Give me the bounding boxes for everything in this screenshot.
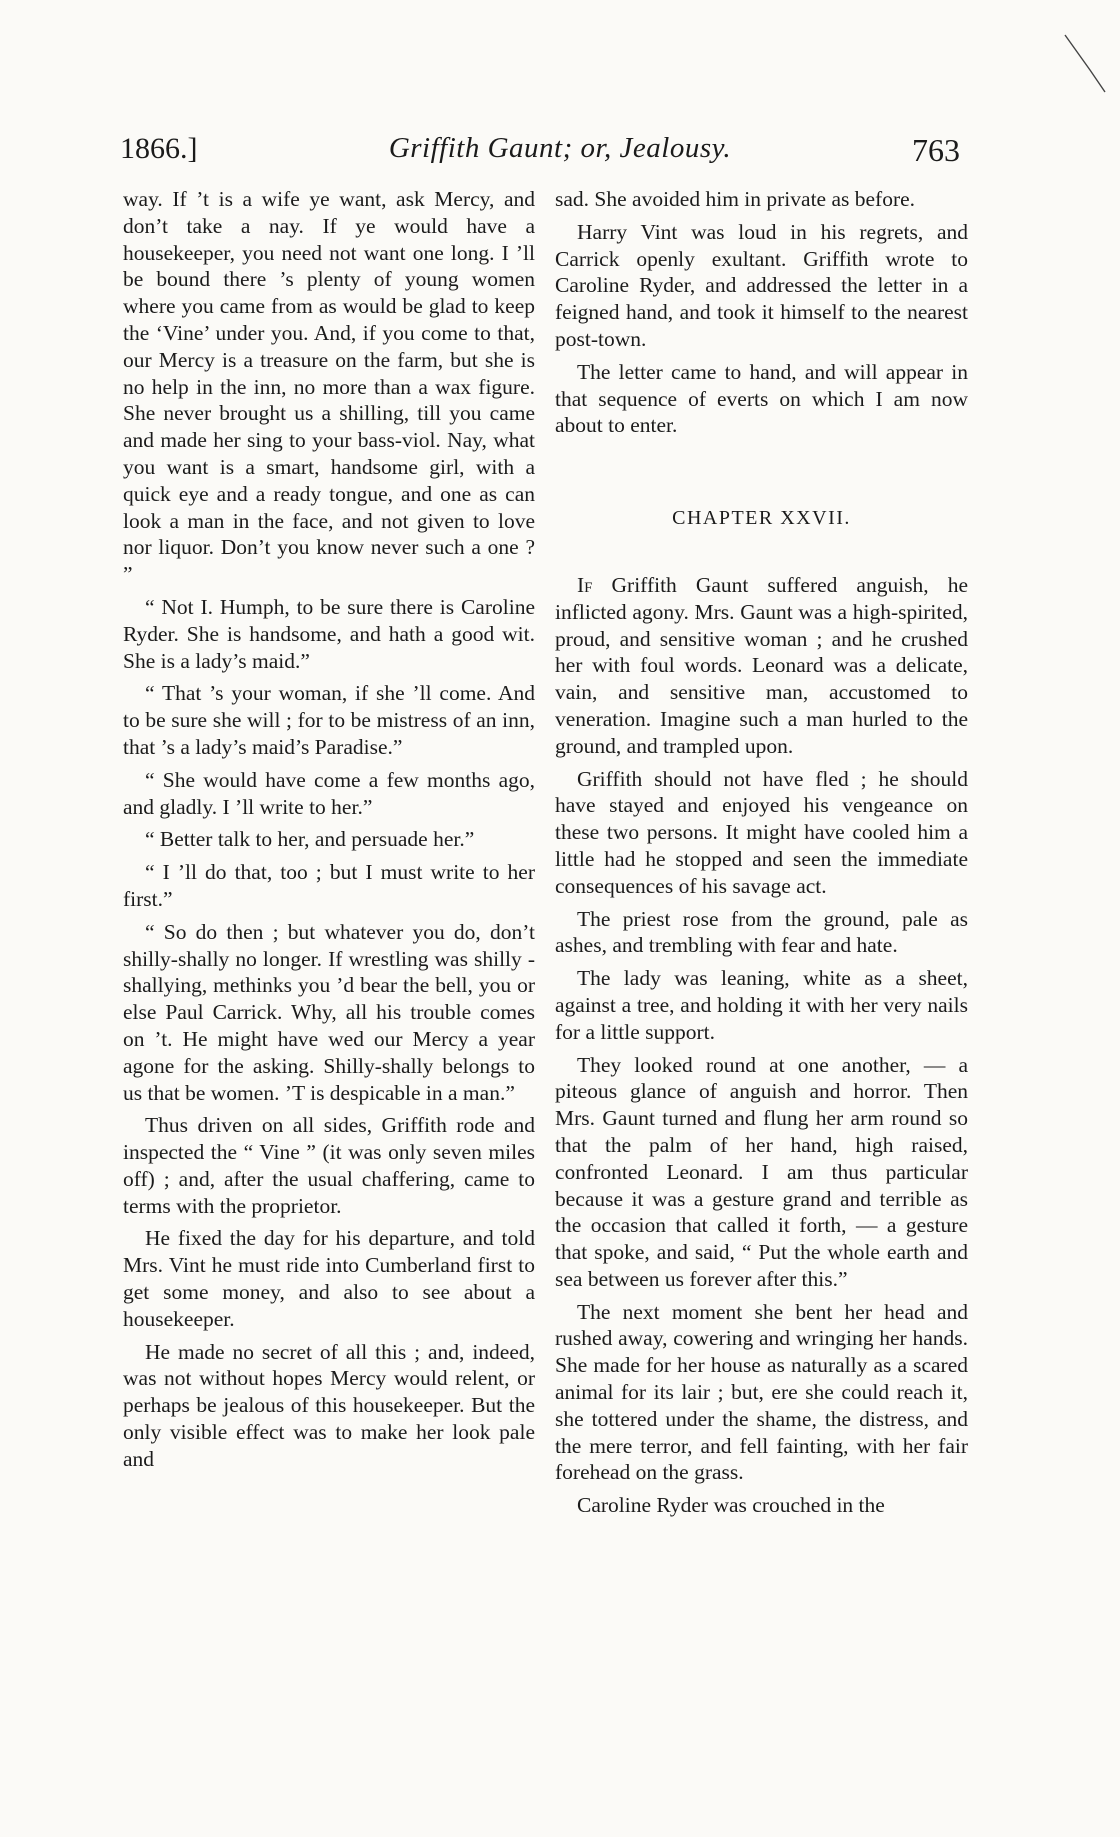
paragraph: Harry Vint was loud in his regrets, and Carrick openly exultant. Griffith wrote to Caroline Ryder, and addressed the letter in a feigned hand, and took it himself to the nearest post-town. bbox=[555, 219, 968, 351]
header-year: 1866.] bbox=[120, 132, 198, 165]
paragraph: The letter came to hand, and will appear in that sequence of everts on which I am now about to enter. bbox=[555, 359, 968, 438]
paragraph: “ Better talk to her, and persuade her.” bbox=[145, 827, 475, 852]
paragraph-text: Griffith Gaunt suffered anguish, he inflicted agony. Mrs. Gaunt was a high-spirited, proud, and sensitive woman ; and he crushed her with foul words. Leonard was a delicate, vain, and sensitive man, accustomed to veneration. Imagine such a man hurled to the ground, and trampled upon. bbox=[555, 572, 968, 758]
paragraph: He made no secret of all this ; and, indeed, was not without hopes Mercy would relent, or perhaps be jealous of this housekeeper. But the only visible effect was to make her look pale and bbox=[123, 1339, 535, 1471]
paragraph: Thus driven on all sides, Griffith rode and inspected the “ Vine ” (it was only seven miles off) ; and, after the usual chaffering, came to terms with the proprietor. bbox=[123, 1113, 535, 1218]
paragraph: “ That ’s your woman, if she ’ll come. And to be sure she will ; for to be mistress of an inn, that ’s a lady’s maid’s Paradise.” bbox=[123, 681, 535, 759]
paragraph: “ She would have come a few months ago, and gladly. I ’ll write to her.” bbox=[123, 767, 535, 819]
chapter-lead-word: If bbox=[577, 572, 593, 597]
header-title: Griffith Gaunt; or, Jealousy. bbox=[388, 132, 732, 164]
paragraph: Griffith should not have fled ; he should have stayed and enjoyed his vengeance on these two persons. It might have cooled him a little had he stopped and seen the immediate consequences of his savage act. bbox=[555, 766, 968, 898]
paragraph: He fixed the day for his departure, and told Mrs. Vint he must ride into Cumberland first to get some money, and also to see about a housekeeper. bbox=[123, 1226, 535, 1331]
paragraph: The priest rose from the ground, pale as ashes, and trembling with fear and hate. bbox=[555, 906, 968, 958]
margin-stroke-mark bbox=[1060, 30, 1110, 100]
page-number: 763 bbox=[912, 132, 960, 168]
right-column bbox=[555, 186, 968, 1525]
left-column bbox=[123, 186, 535, 1479]
paragraph: The next moment she bent her head and rushed away, cowering and wringing her hands. She made for her house as naturally as a scared animal for its lair ; but, ere she could reach it, she tottered under the shame, the distress, and the mere terror, and fell fainting, with her fair forehead on the grass. bbox=[555, 1299, 968, 1485]
paragraph: way. If ’t is a wife ye want, ask Mercy, and don’t take a nay. If ye would have a housekeeper, you need not want one long. I ’ll be bound there ’s plenty of young women where you came from as would be glad to keep the ‘Vine’ under you. And, if you come to that, our Mercy is a treasure on the farm, but she is no help in the inn, no more than a wax figure. She never brought us a shilling, till you came and made her sing to your bass-viol. Nay, what you want is a smart, handsome girl, with a quick eye and a ready tongue, and one as can look a man in the face, and not given to love nor liquor. Don’t you know never such a one ? ” bbox=[123, 187, 535, 587]
paragraph: “ Not I. Humph, to be sure there is Caroline Ryder. She is handsome, and hath a good wit. She is a lady’s maid.” bbox=[123, 594, 535, 673]
chapter-opening-paragraph bbox=[555, 572, 968, 760]
paragraph: Caroline Ryder was crouched in the bbox=[577, 1493, 885, 1518]
paragraph: They looked round at one another, — a piteous glance of anguish and horror. Then Mrs. Gaunt turned and flung her arm round so that the palm of her hand, high raised, confronted Leonard. I am thus particular because it was a gesture grand and terrible as the occasion that called it forth, — a gesture that spoke, and said, “ Put the whole earth and sea between us forever after this.” bbox=[555, 1052, 968, 1291]
paragraph: The lady was leaning, white as a sheet, against a tree, and holding it with her very nails for a little support. bbox=[555, 966, 968, 1044]
running-header bbox=[120, 132, 960, 178]
paragraph: “ I ’ll do that, too ; but I must write to her first.” bbox=[123, 860, 535, 911]
paragraph: sad. She avoided him in private as before. bbox=[555, 187, 916, 211]
chapter-heading: CHAPTER XXVII. bbox=[672, 507, 851, 530]
paragraph: “ So do then ; but whatever you do, don’t shilly-shally no longer. If wrestling was shilly - shallying, methinks you ’d bear the bell, you or else Paul Carrick. Why, all his trouble comes on ’t. He might have wed our Mercy a year agone for the asking. Shilly-shally belongs to us that be women. ’T is despicable in a man.” bbox=[123, 919, 535, 1105]
